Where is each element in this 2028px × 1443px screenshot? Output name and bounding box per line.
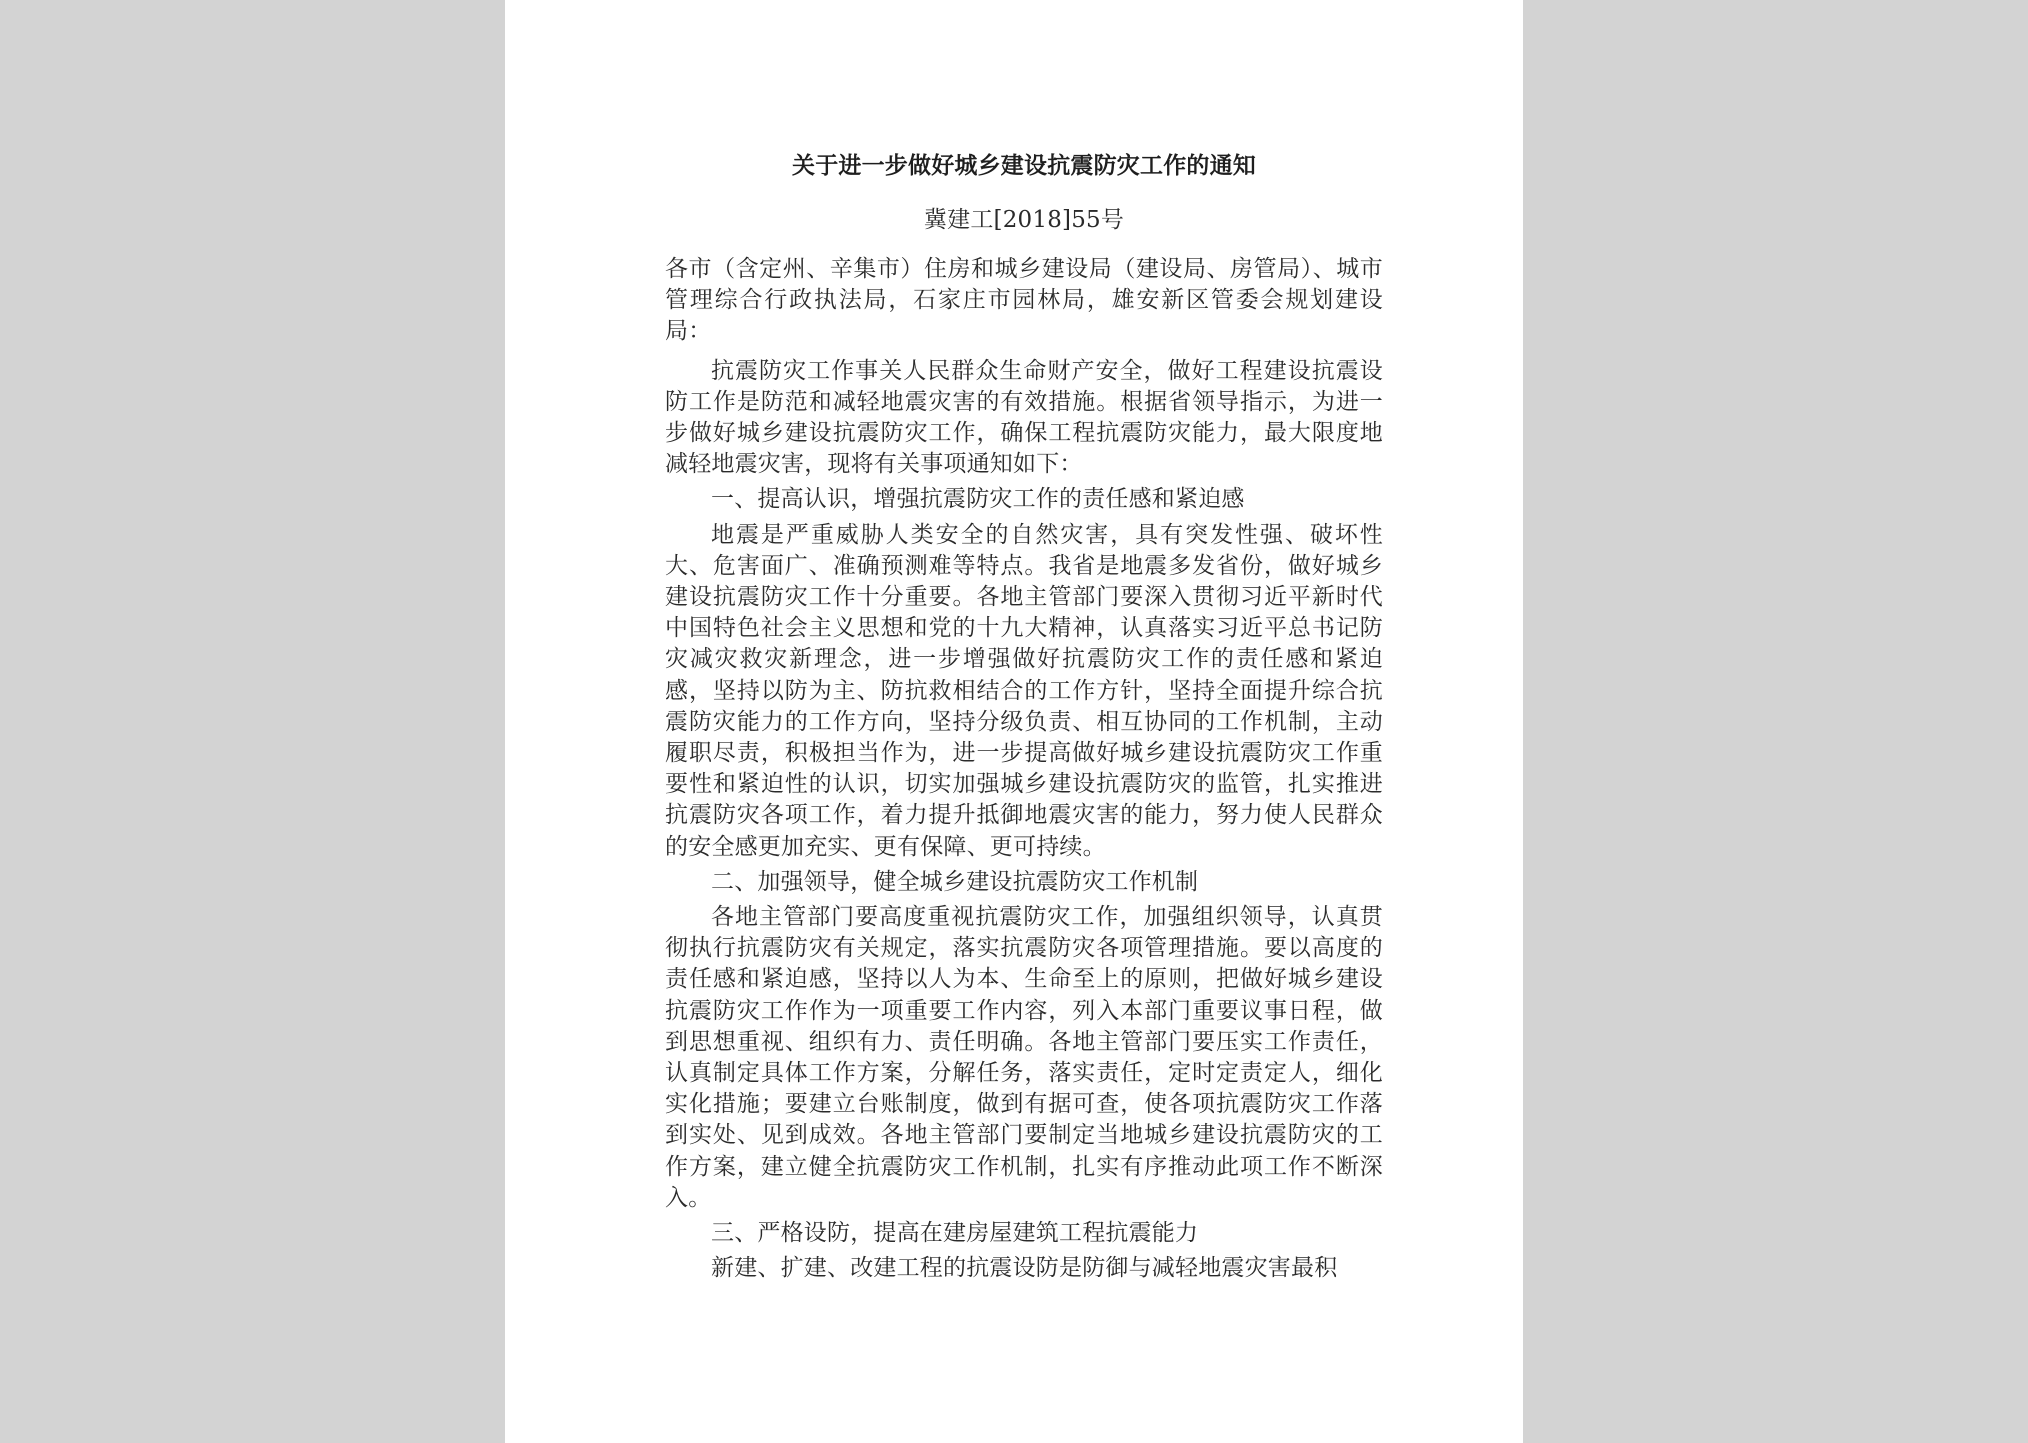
recipient-line: 各市（含定州、辛集市）住房和城乡建设局（建设局、房管局）、城市管理综合行政执法局，石家庄市园林局，雄安新区管委会规划建设局：: [665, 256, 1383, 345]
section-3-heading: 三、严格设防，提高在建房屋建筑工程抗震能力: [711, 1220, 1199, 1247]
section-2-heading: 二、加强领导，健全城乡建设抗震防灾工作机制: [711, 868, 1199, 895]
section-3-body: 新建、扩建、改建工程的抗震设防是防御与减轻地震灾害最积: [711, 1255, 1338, 1282]
page-content: [665, 146, 1383, 1285]
document-page: [505, 0, 1523, 1443]
section-1-body: 地震是严重威胁人类安全的自然灾害，具有突发性强、破坏性大、危害面广、准确预测难等特点。我省是地震多发省份，做好城乡建设抗震防灾工作十分重要。各地主管部门要深入贯彻习近平新时代中国特色社会主义思想和党的十九大精神，认真落实习近平总书记防灾减灾救灾新理念，进一步增强做好抗震防灾工作的责任感和紧迫感，坚持以防为主、防抗救相结合的工作方针，坚持全面提升综合抗震防灾能力的工作方向，坚持分级负责、相互协同的工作机制，主动履职尽责，积极担当作为，进一步提高做好城乡建设抗震防灾工作重要性和紧迫性的认识，切实加强城乡建设抗震防灾的监管，扎实推进抗震防灾各项工作，着力提升抵御地震灾害的能力，努力使人民群众的安全感更加充实、更有保障、更可持续。: [665, 521, 1383, 860]
intro-paragraph: 抗震防灾工作事关人民群众生命财产安全，做好工程建设抗震设防工作是防范和减轻地震灾害的有效措施。根据省领导指示，为进一步做好城乡建设抗震防灾工作，确保工程抗震防灾能力，最大限度地减轻地震灾害，现将有关事项通知如下：: [665, 357, 1383, 478]
section-2-body: 各地主管部门要高度重视抗震防灾工作，加强组织领导，认真贯彻执行抗震防灾有关规定，落实抗震防灾各项管理措施。要以高度的责任感和紧迫感，坚持以人为本、生命至上的原则，把做好城乡建设抗震防灾工作作为一项重要工作内容，列入本部门重要议事日程，做到思想重视、组织有力、责任明确。各地主管部门要压实工作责任，认真制定具体工作方案，分解任务，落实责任，定时定责定人，细化实化措施；要建立台账制度，做到有据可查，使各项抗震防灾工作落到实处、见到成效。各地主管部门要制定当地城乡建设抗震防灾的工作方案，建立健全抗震防灾工作机制，扎实有序推动此项工作不断深入。: [665, 904, 1383, 1211]
document-number: 冀建工[2018]55号: [923, 207, 1125, 233]
section-1-heading: 一、提高认识，增强抗震防灾工作的责任感和紧迫感: [711, 486, 1245, 513]
document-title: 关于进一步做好城乡建设抗震防灾工作的通知: [792, 152, 1256, 179]
